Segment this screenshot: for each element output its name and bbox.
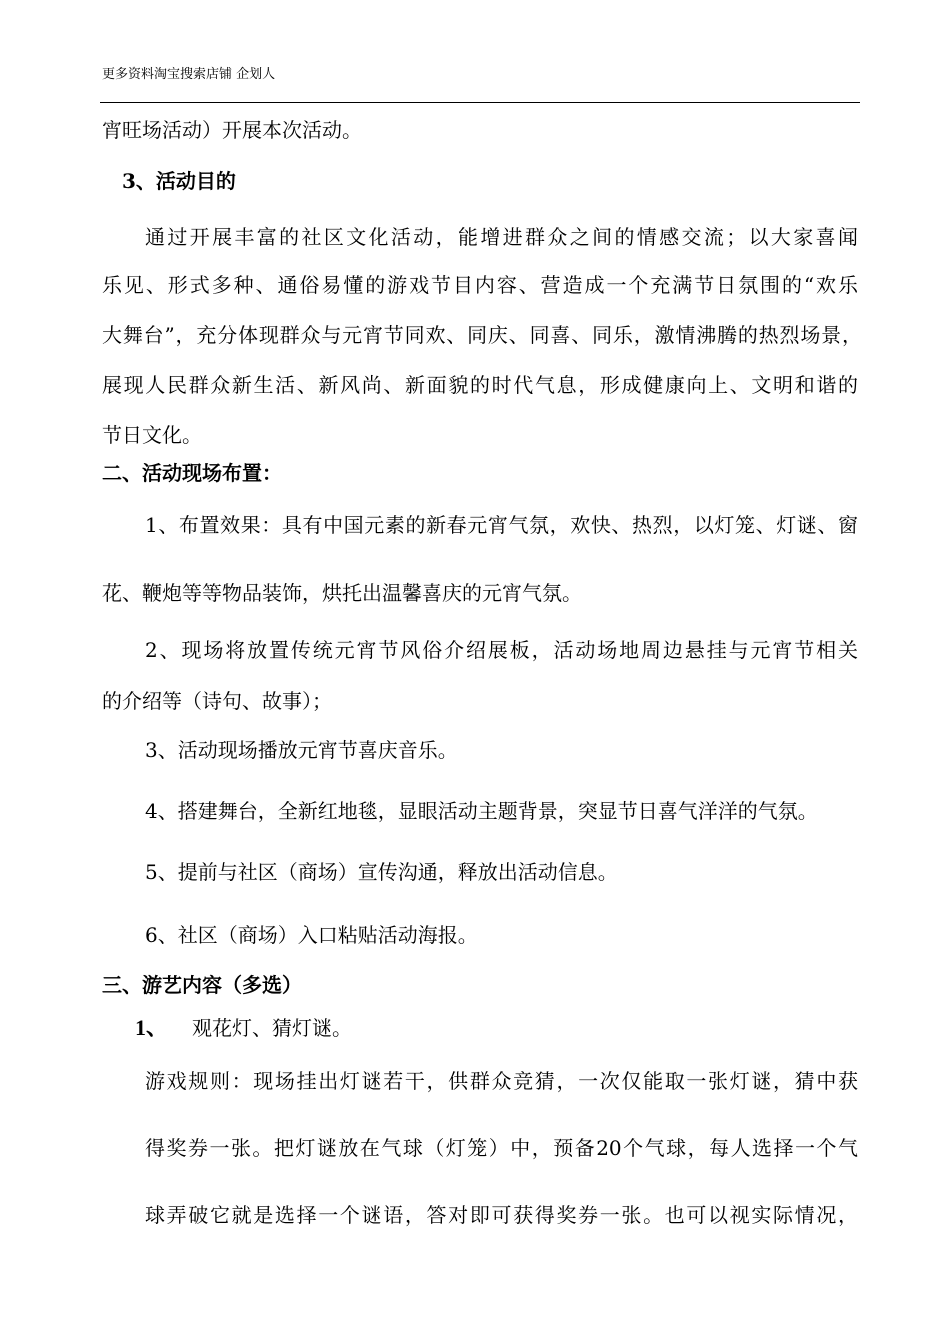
paragraph-line: 大舞台”，充分体现群众与元宵节同欢、同庆、同喜、同乐，激情沸腾的热烈场景， bbox=[102, 323, 862, 347]
paragraph-line: 的介绍等（诗句、故事）； bbox=[102, 689, 332, 713]
paragraph-line: 4、搭建舞台，全新红地毯，显眼活动主题背景，突显节日喜气洋洋的气氛。 bbox=[145, 799, 818, 823]
section-heading: 二、活动现场布置： bbox=[102, 461, 282, 485]
section-heading: 3、活动目的 bbox=[122, 169, 236, 193]
section-heading: 三、游艺内容（多选） bbox=[102, 973, 302, 997]
paragraph-line: 展现人民群众新生活、新风尚、新面貌的时代气息，形成健康向上、文明和谐的 bbox=[102, 373, 858, 397]
text-line: 宵旺场活动）开展本次活动。 bbox=[102, 118, 362, 142]
page-header-text: 更多资料淘宝搜索店铺 企划人 bbox=[102, 67, 276, 82]
paragraph-line: 球弄破它就是选择一个谜语，答对即可获得奖券一张。也可以视实际情况， bbox=[145, 1203, 858, 1227]
header-divider bbox=[100, 102, 860, 103]
item-number: 1、 bbox=[135, 1015, 169, 1040]
paragraph-line: 通过开展丰富的社区文化活动，能增进群众之间的情感交流；以大家喜闻 bbox=[145, 225, 858, 249]
paragraph-line: 6、社区（商场）入口粘贴活动海报。 bbox=[145, 923, 478, 947]
paragraph-line: 2、现场将放置传统元宵节风俗介绍展板，活动场地周边悬挂与元宵节相关 bbox=[145, 638, 858, 662]
paragraph-line: 3、活动现场播放元宵节喜庆音乐。 bbox=[145, 738, 458, 762]
paragraph-line: 得奖券一张。把灯谜放在气球（灯笼）中，预备20个气球，每人选择一个气 bbox=[145, 1136, 858, 1160]
paragraph-line: 节日文化。 bbox=[102, 423, 202, 447]
paragraph-line: 花、鞭炮等等物品装饰，烘托出温馨喜庆的元宵气氛。 bbox=[102, 581, 582, 605]
paragraph-line: 乐见、形式多种、通俗易懂的游戏节目内容、营造成一个充满节日氛围的“欢乐 bbox=[102, 273, 858, 297]
paragraph-line: 游戏规则：现场挂出灯谜若干，供群众竞猜，一次仅能取一张灯谜，猜中获 bbox=[145, 1069, 858, 1093]
item-title: 观花灯、猜灯谜。 bbox=[192, 1016, 352, 1040]
paragraph-line: 5、提前与社区（商场）宣传沟通，释放出活动信息。 bbox=[145, 860, 618, 884]
paragraph-line: 1、布置效果：具有中国元素的新春元宵气氛，欢快、热烈，以灯笼、灯谜、窗 bbox=[145, 513, 858, 537]
